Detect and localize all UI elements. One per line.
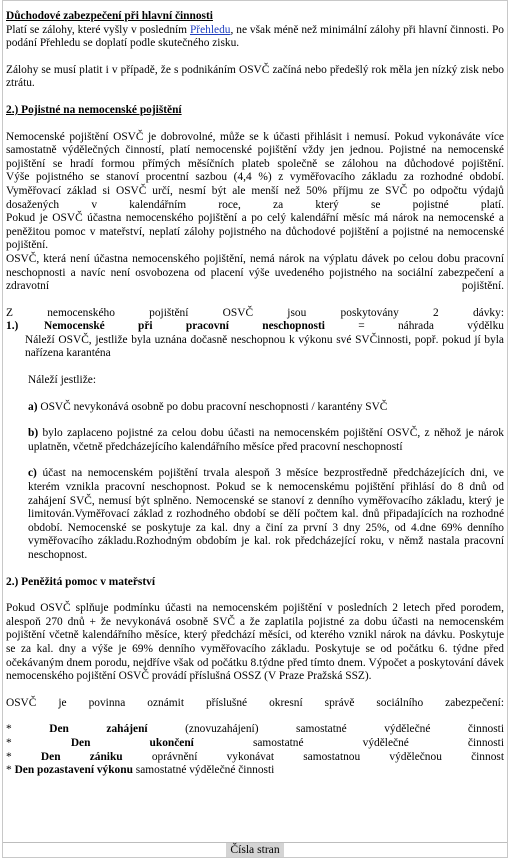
- notify-item-1-bold: Den zahájení: [49, 723, 148, 736]
- sickness-paragraph-2: Výše pojistného se stanoví procentní sazbou (4,4 %) z vyměřovacího základu za rozhodné období. Vyměřovací základ si OSVČ určí, nesmí být ale menší než 50% příjmu ze SVČ po odpočtu výdajů dosažených v kalendářním roce, za který se pojistné platí.: [6, 171, 504, 211]
- notify-item-3: [6, 751, 504, 765]
- notify-item-2-text: samostatné výdělečné činnosti: [193, 736, 504, 749]
- notify-item-4: [6, 764, 504, 778]
- prehled-link[interactable]: Přehledu: [189, 23, 231, 36]
- benefit-item-1: [6, 320, 504, 334]
- bullet-star: *: [6, 736, 12, 749]
- sickness-paragraph-3: Pokud je OSVČ účastna nemocenského pojištění a po celý kalendářní měsíc má nárok na nemocenské a peněžitou pomoc v mateřství, neplatí zálohy pojistného na důchodové pojištění a pojistné na nemocenské pojištění.: [6, 212, 504, 252]
- benefit-item-1-title: Nemocenské při pracovní neschopnosti: [44, 320, 325, 333]
- condition-a: [6, 401, 504, 415]
- benefits-intro: Z nemocenského pojištění OSVČ jsou poskytovány 2 dávky:: [6, 306, 504, 319]
- notify-intro: OSVČ je povinna oznámit příslušné okresní správě sociálního zabezpečení:: [6, 696, 504, 709]
- document-page: [2, 0, 508, 858]
- benefit-item-1-body: Náleží OSVČ, jestliže byla uznána dočasně neschopnou k výkonu své SVČinnosti, popř. pokud jí byla nařízena karanténa: [25, 333, 504, 360]
- pension-text: Platí se zálohy, které vyšly v posledním: [6, 23, 190, 36]
- page-numbers-footer: [3, 842, 507, 857]
- pension-paragraph-1: [6, 24, 504, 51]
- bullet-star: *: [6, 764, 12, 777]
- pension-text-after: , ne však méně než minimální zálohy při hlavní činnosti. Po podání Přehledu se doplatí podle skutečného zisku.: [6, 23, 504, 50]
- notify-item-4-text: samostatné výdělečné činnosti: [132, 764, 275, 777]
- notify-item-2-bold: Den ukončení: [70, 736, 194, 749]
- bullet-star: *: [6, 750, 12, 763]
- notify-item-3-bold: Den zániku: [40, 750, 123, 763]
- section-title-pension: Důchodové zabezpečení při hlavní činnosti: [6, 10, 213, 22]
- benefit-item-2-body: Pokud OSVČ splňuje podmínku účasti na nemocenském pojištění v posledních 2 letech před porodem, alespoň 270 dnů + že nevykonává osobně SVČ a že zaplatila pojistné za dobu účasti na nemocenském pojištění včetně kalendářního měsíce, který předchází měsíci, od kterého vznikl nárok na dávku. Poskytuje se za kal. dny a výše je 69% denního vyměřovacího základu. Poskytuje se od počátku 6. týdne před očekávaným dnem porodu, nejdříve však od počátku 8.týdne před tímto dnem. Výpočet a poskytování dávek nemocenského pojištění OSVČ provádí příslušná OSSZ (V Praze Pražská SSZ).: [6, 602, 504, 683]
- entitlement-intro: Náleží jestliže:: [28, 374, 96, 387]
- condition-c-label: c): [28, 467, 37, 480]
- page-numbers-label[interactable]: Čísla stran: [226, 843, 283, 857]
- document-body: [3, 1, 507, 778]
- sickness-paragraph-1: Nemocenské pojištění OSVČ je dobrovolné, může se k účasti přihlásit i nemusí. Pokud vykonáváte více samostatně výdělečných činností, platí nemocenské pojištění vždy jen jednou. Pojistné na nemocenské pojištění se hradí formou přímých měsíčních plateb společně se zálohou na důchodové pojištění.: [6, 130, 504, 170]
- notify-item-4-bold: Den pozastavení výkonu: [14, 764, 133, 777]
- condition-b-text: bylo zaplaceno pojistné za celou dobu účasti na nemocenském pojištění OSVČ, z něhož je nárok uplatněn, včetně předcházejícího kalendářního měsíce před pracovní neschopností: [28, 427, 504, 453]
- condition-b-label: b): [28, 427, 39, 440]
- benefit-item-1-number: 1.): [6, 320, 19, 333]
- notify-item-1: [6, 723, 504, 737]
- condition-a-text: OSVČ nevykonává osobně po dobu pracovní neschopnosti / karantény SVČ: [37, 400, 388, 413]
- condition-a-label: a): [28, 400, 38, 413]
- benefit-item-1-note: = náhrada výdělku: [324, 320, 504, 333]
- condition-c: [6, 467, 504, 562]
- condition-c-text: účast na nemocenském pojištění trvala alespoň 3 měsíce bezprostředně předcházejících dni, ve kterém vznikla pracovní neschopnost. Pokud se k nemocenskému pojištění přihlásí do 8 dnů od zahájení SVČ, nemusí být splněno. Nemocenské se stanoví z denního vyměřovacího základu, který je limitován.Vyměřovací základ z rozhodného období se dělí počtem kal. dnů připadajících na rozhodné období. Nemocenské se poskytuje za kal. dny a činí za první 3 dny 25%, od 4.dne 69% denního vyměřovacího základu.Rozhodným obdobím je kal. rok předcházející roku, v němž nastala pracovní neschopnost.: [28, 467, 504, 561]
- notify-item-3-text: oprávnění vykonávat samostatnou výdělečnou činnost: [122, 750, 504, 763]
- pension-paragraph-2: Zálohy se musí platit i v případě, že s podnikáním OSVČ začíná nebo předešlý rok měla jen nízký zisk nebo ztrátu.: [6, 63, 504, 90]
- section-title-sickness: 2.) Pojistné na nemocenské pojištění: [6, 103, 182, 116]
- benefit-item-1-heading: [44, 320, 504, 334]
- bullet-star: *: [6, 723, 12, 736]
- notify-item-1-text: (znovuzahájení) samostatné výdělečné činnosti: [147, 723, 504, 736]
- condition-b: [6, 427, 504, 454]
- notify-item-2: [6, 737, 504, 751]
- benefit-item-2-title: 2.) Peněžitá pomoc v mateřství: [6, 575, 155, 588]
- sickness-paragraph-4: OSVČ, která není účastna nemocenského pojištění, nemá nárok na výplatu dávek po celou dobu pracovní neschopnosti a navíc není osvobozena od placení výše uvedeného pojistného na sociální zabezpečení a zdravotní pojištění.: [6, 252, 504, 293]
